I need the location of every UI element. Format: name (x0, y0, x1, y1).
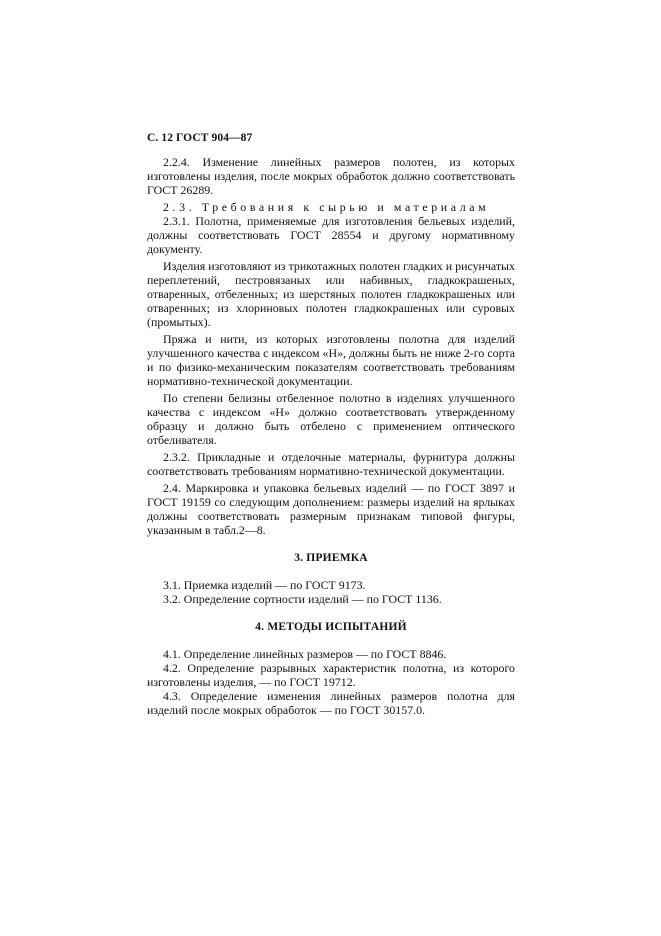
paragraph-yarn: Пряжа и нити, из которых изготовлены полотна для изделий улучшенного качества с индексом «Н», должны быть не ниже 2-го сорта и по физико-механическим показателям соответствовать требованиям нормативно-технической документации. (147, 332, 515, 388)
page-header: С. 12 ГОСТ 904—87 (147, 132, 253, 144)
clause-3-1: 3.1. Приемка изделий — по ГОСТ 9173. (163, 578, 366, 592)
clause-2-4: 2.4. Маркировка и упаковка бельевых изделий — по ГОСТ 3897 и ГОСТ 19159 со следующим дополнением: размеры изделий на ярлыках должны соответствовать размерным признакам типовой фигуры, указанным в табл.2—8. (147, 481, 515, 537)
clause-2-3-1: 2.3.1. Полотна, применяемые для изготовления бельевых изделий, должны соответствовать ГОСТ 28554 и другому нормативному документу. (147, 214, 515, 256)
clause-2-2-4: 2.2.4. Изменение линейных размеров полотен, из которых изготовлены изделия, после мокрых обработок должно соответствовать ГОСТ 26289. (147, 155, 515, 197)
paragraph-whiteness: По степени белизны отбеленное полотно в изделиях улучшенного качества с индексом «Н» должно соответствовать утвержденному образцу и должно быть отбелено с применением оптического отбеливателя. (147, 391, 515, 447)
clause-4-1: 4.1. Определение линейных размеров — по ГОСТ 8846. (163, 647, 447, 661)
clause-4-2: 4.2. Определение разрывных характеристик полотна, из которого изготовлены изделия, — по ГОСТ 19712. (147, 661, 515, 689)
paragraph-fabrics: Изделия изготовляют из трикотажных полотен гладких и рисунчатых переплетений, пестровязаных или набивных, гладкокрашеных, отваренных, отбеленных; из шерстяных полотен гладкокрашеных или отваренных; из хлориновых полотен гладкокрашеных или суровых (промытых). (147, 259, 515, 329)
document-body (147, 155, 515, 717)
clause-4-3: 4.3. Определение изменения линейных размеров полотна для изделий после мокрых обработок — по ГОСТ 30157.0. (147, 689, 515, 717)
section-3-title: 3. ПРИЕМКА (294, 552, 368, 564)
section-4-title: 4. МЕТОДЫ ИСПЫТАНИЙ (255, 621, 407, 633)
clause-2-3-2: 2.3.2. Прикладные и отделочные материалы, фурнитура должны соответствовать требованиям нормативно-технической документации. (147, 450, 515, 478)
clause-2-3-heading: 2.3. Требования к сырью и материалам (163, 200, 490, 214)
clause-3-2: 3.2. Определение сортности изделий — по ГОСТ 1136. (163, 592, 442, 606)
